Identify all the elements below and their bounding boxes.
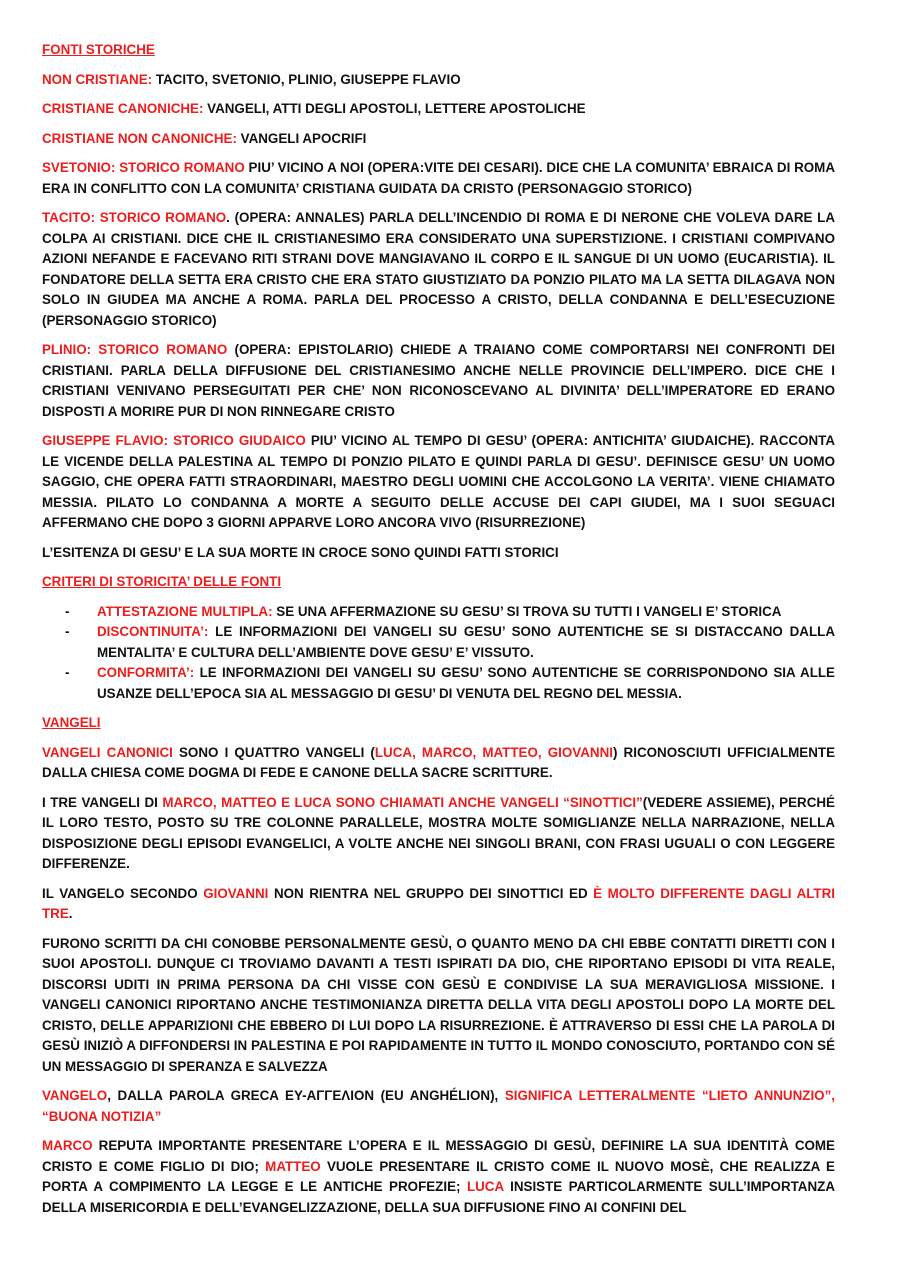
bullet-dash: - [65, 624, 70, 639]
paragraph-tacito: TACITO: STORICO ROMANO. (OPERA: ANNALES) PARLA DELL’INCENDIO DI ROMA E DI NERONE CHE VOLEVA DARE LA COLPA AI CRISTIANI. DICE CHE IL CRISTIANESIMO ERA CONSIDERATO UNA SUPERSTIZIONE. I CRISTIANI COMPIVANO AZIONI NEFANDE E FACEVANO RITI STRANI DOVE MANGIAVANO IL CORPO E IL SANGUE DI UN UOMO (EUCARISTIA). IL FONDATORE DELLA SETTA ERA CRISTO CHE ERA STATO GIUSTIZIATO DA PONZIO PILATO MA LA SETTA DILAGAVA NON SOLO IN GIUDEA MA ANCHE A ROMA. PARLA DEL PROCESSO A CRISTO, DELLA CONDANNA E DELL’ESECUZIONE (PERSONAGGIO STORICO) [42, 210, 835, 328]
paragraph-scritti: FURONO SCRITTI DA CHI CONOBBE PERSONALMENTE GESÙ, O QUANTO MENO DA CHI EBBE CONTATTI DIRETTI CON I SUOI APOSTOLI. DUNQUE CI TROVIAMO DAVANTI A TESTI ISPIRATI DA DIO, CHE RIPORTANO EPISODI DI VITA REALE, DISCORSI UDITI IN PRIMA PERSONA DA CHI VISSE CON GESÙ E CONDIVISE LA SUA MERAVIGLIOSA MISSIONE. I VANGELI CANONICI RIPORTANO ANCHE TESTIMONIANZA DIRETTA DELLA VITA DEGLI APOSTOLI DOPO LA MORTE DEL CRISTO, DELLE APPARIZIONI CHE EBBERO DI LUI DOPO LA RISURREZIONE. È ATTRAVERSO DI ESSI CHE LA PAROLA DI GESÙ INIZIÒ A DIFFONDERSI IN PALESTINA E POI RAPIDAMENTE IN TUTTO IL MONDO CONOSCIUTO, PORTANDO CON SÉ UN MESSAGGIO DI SPERANZA E SALVEZZA [42, 935, 835, 1074]
list-item: - CONFORMITA’: LE INFORMAZIONI DEI VANGELI SU GESU’ SONO AUTENTICHE SE CORRISPONDONO SIA ALLE USANZE DELL’EPOCA SIA AL MESSAGGIO DI GESU’ DI VENUTA DEL REGNO DEL MESSIA. [65, 665, 835, 701]
list-item: - ATTESTAZIONE MULTIPLA: SE UNA AFFERMAZIONE SU GESU’ SI TROVA SU TUTTI I VANGELI E’ STORICA [42, 602, 835, 623]
list-item: - DISCONTINUITA’: LE INFORMAZIONI DEI VANGELI SU GESU’ SONO AUTENTICHE SE SI DISTACCANO DALLA MENTALITA’ E CULTURA DELL’AMBIENTE DOVE GESU’ E’ VISSUTO. [65, 624, 835, 660]
label-non-cristiane: NON CRISTIANE: [42, 71, 153, 87]
paragraph-sinottici: I TRE VANGELI DI MARCO, MATTEO E LUCA SONO CHIAMATI ANCHE VANGELI “SINOTTICI”(VEDERE ASSIEME), PERCHÉ IL LORO TESTO, POSTO SU TRE COLONNE PARALLELE, MOSTRA MOLTE SOMIGLIANZE NELLA NARRAZIONE, NELLA DISPOSIZIONE DEGLI EPISODI EVANGELICI, A VOLTE ANCHE NEI SINGOLI BRANI, CON FRASI UGUALI O CON LEGGERE DIFFERENZE. [42, 794, 835, 871]
criteri-list [42, 602, 835, 705]
label-svetonio: SVETONIO: STORICO ROMANO [42, 160, 245, 175]
paragraph-svetonio: SVETONIO: STORICO ROMANO PIU’ VICINO A NOI (OPERA:VITE DEI CESARI). DICE CHE LA COMUNITA’ EBRAICA DI ROMA ERA IN CONFLITTO CON LA COMUNITA’ CRISTIANA GUIDATA DA CRISTO (PERSONAGGIO STORICO) [42, 160, 835, 196]
heading-fonti-storiche: FONTI STORICHE [42, 42, 155, 57]
paragraph-giovanni: IL VANGELO SECONDO GIOVANNI NON RIENTRA NEL GRUPPO DEI SINOTTICI ED È MOLTO DIFFERENTE DAGLI ALTRI TRE. [42, 885, 835, 921]
document-page [42, 40, 835, 1218]
label-plinio: PLINIO: STORICO ROMANO [42, 342, 228, 357]
bullet-dash: - [65, 603, 70, 619]
paragraph-cristiane-canoniche: CRISTIANE CANONICHE: VANGELI, ATTI DEGLI APOSTOLI, LETTERE APOSTOLICHE [42, 101, 586, 116]
paragraph-esistenza: L’ESITENZA DI GESU’ E LA SUA MORTE IN CROCE SONO QUINDI FATTI STORICI [42, 544, 559, 560]
paragraph-cristiane-non-canoniche: CRISTIANE NON CANONICHE: VANGELI APOCRIFI [42, 130, 367, 146]
label-cristiane-canoniche: CRISTIANE CANONICHE: [42, 101, 204, 116]
paragraph-evangelisti: MARCO REPUTA IMPORTANTE PRESENTARE L’OPERA E IL MESSAGGIO DI GESÙ, DEFINIRE LA SUA IDENTITÀ COME CRISTO E COME FIGLIO DI DIO; MATTEO VUOLE PRESENTARE IL CRISTO COME IL NUOVO MOSÈ, CHE REALIZZA E PORTA A COMPIMENTO LA LEGGE E LE ANTICHE PROFEZIE; LUCA INSISTE PARTICOLARMENTE SULL’IMPORTANZA DELLA MISERICORDIA E DELL’EVANGELIZZAZIONE, DELLA SUA DIFFUSIONE FINO AI CONFINI DEL [42, 1138, 835, 1215]
paragraph-plinio: PLINIO: STORICO ROMANO (OPERA: EPISTOLARIO) CHIEDE A TRAIANO COME COMPORTARSI NEI CONFRONTI DEI CRISTIANI. PARLA DELLA DIFFUSIONE DEL CRISTIANESIMO ANCHE NELLE PROVINCIE DELL’IMPERO. DICE CHE I CRISTIANI VENIVANO PERSEGUITATI PER CHE’ NON RICONOSCEVANO AL DIVINITA’ DELL’IMPERATORE ED ERANO DISPOSTI A MORIRE PUR DI NON RINNEGARE CRISTO [42, 342, 835, 419]
heading-vangeli: VANGELI [42, 715, 101, 730]
paragraph-vangeli-canonici: VANGELI CANONICI SONO I QUATTRO VANGELI (LUCA, MARCO, MATTEO, GIOVANNI) RICONOSCIUTI UFFICIALMENTE DALLA CHIESA COME DOGMA DI FEDE E CANONE DELLA SACRE SCRITTURE. [42, 744, 836, 780]
paragraph-giuseppe-flavio: GIUSEPPE FLAVIO: STORICO GIUDAICO PIU’ VICINO AL TEMPO DI GESU’ (OPERA: ANTICHITA’ GIUDAICHE). RACCONTA LE VICENDE DELLA PALESTINA AL TEMPO DI PONZIO PILATO E QUINDI PARLA DI GESU’. DEFINISCE GESU’ UN UOMO SAGGIO, CHE OPERA FATTI STRAORDINARI, MAESTRO DEGLI UOMINI CHE ACCOLGONO LA VERITA’. VIENE CHIAMATO MESSIA. PILATO LO CONDANNA A MORTE A SEGUITO DELLE ACCUSE DEI CAPI GIUDEI, MA I SUOI SEGUACI AFFERMANO CHE DOPO 3 GIORNI APPARVE LORO ANCORA VIVO (RISURREZIONE) [42, 433, 836, 530]
paragraph-vangelo-parola: VANGELO, DALLA PAROLA GRECA EY-AΓΓEΛION (EU ANGHÉLION), SIGNIFICA LETTERALMENTE “LIETO ANNUNZIO”, “BUONA NOTIZIA” [42, 1088, 835, 1124]
bullet-dash: - [65, 665, 70, 680]
paragraph-non-cristiane: NON CRISTIANE: TACITO, SVETONIO, PLINIO, GIUSEPPE FLAVIO [42, 71, 461, 87]
label-tacito: TACITO: STORICO ROMANO [42, 210, 227, 225]
label-cristiane-non-canoniche: CRISTIANE NON CANONICHE: [42, 130, 237, 146]
heading-criteri-storicita: CRITERI DI STORICITA’ DELLE FONTI [42, 574, 282, 589]
label-giuseppe-flavio: GIUSEPPE FLAVIO: STORICO GIUDAICO [42, 433, 306, 448]
